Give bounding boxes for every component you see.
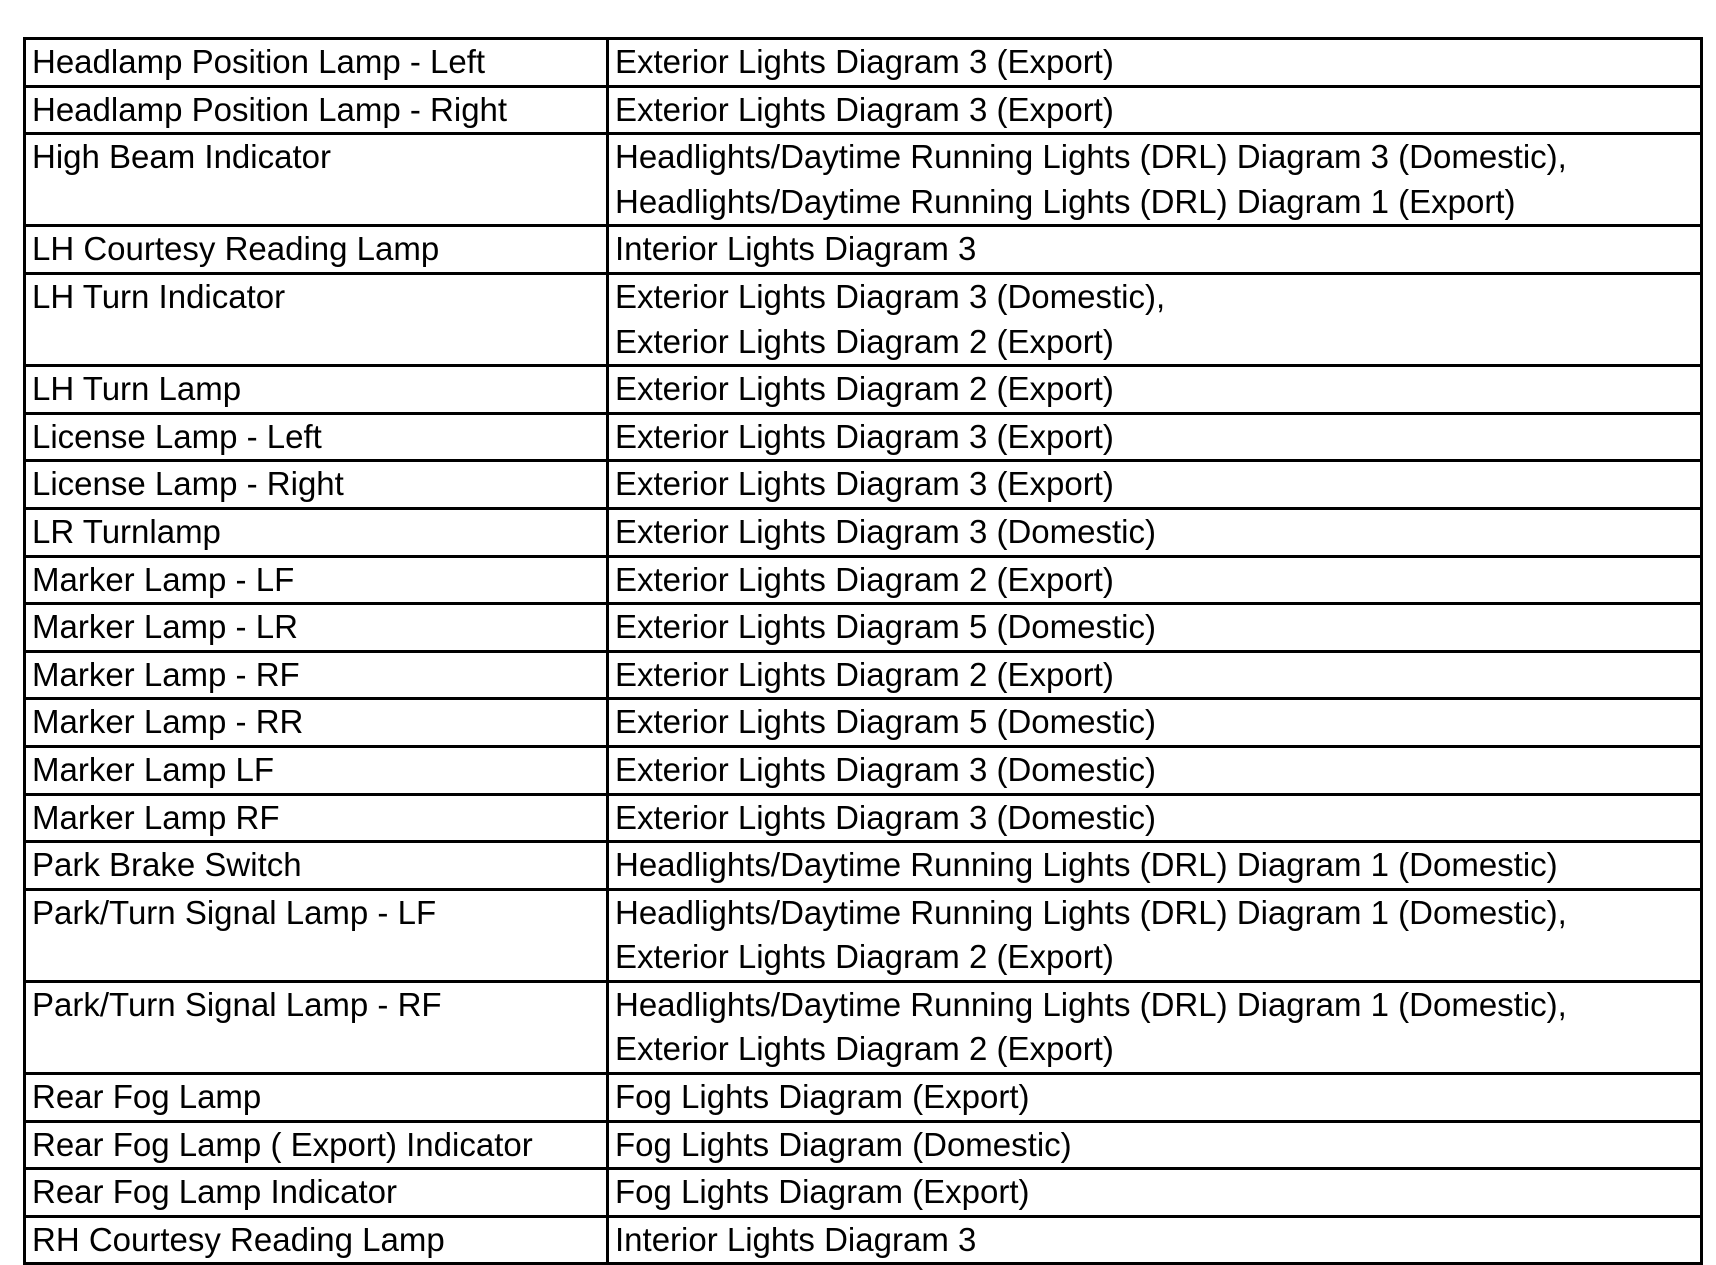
component-cell — [25, 134, 608, 226]
diagram-cell — [608, 366, 1702, 414]
component-cell — [25, 86, 608, 134]
table-row — [25, 651, 1702, 699]
diagram-reference: Interior Lights Diagram 3 — [615, 1220, 977, 1258]
component-name: RH Courtesy Reading Lamp — [32, 1220, 445, 1258]
diagram-cell — [608, 39, 1702, 87]
component-cell — [25, 508, 608, 556]
diagram-cell — [608, 604, 1702, 652]
diagram-reference: Exterior Lights Diagram 2 (Export) — [615, 655, 1114, 693]
table-row — [25, 556, 1702, 604]
diagram-cell — [608, 1121, 1702, 1169]
component-name: Headlamp Position Lamp - Left — [32, 43, 486, 80]
diagram-reference: Fog Lights Diagram (Domestic) — [615, 1125, 1072, 1163]
table-row — [25, 39, 1702, 87]
component-cell — [25, 413, 608, 461]
diagram-cell — [608, 86, 1702, 134]
component-cell — [25, 366, 608, 414]
diagram-reference: Headlights/Daytime Running Lights (DRL) Diagram 3 (Domestic), — [615, 138, 1567, 176]
component-name: Marker Lamp - LF — [32, 560, 295, 598]
component-diagram-table — [23, 37, 1703, 1265]
diagram-reference: Interior Lights Diagram 3 — [615, 230, 977, 268]
diagram-reference: Exterior Lights Diagram 2 (Export) — [615, 938, 1114, 976]
component-name: Headlamp Position Lamp - Right — [32, 90, 508, 128]
diagram-cell — [608, 556, 1702, 604]
diagram-cell — [608, 226, 1702, 274]
table-body — [25, 39, 1702, 1264]
component-cell — [25, 842, 608, 890]
diagram-cell — [608, 1074, 1702, 1122]
component-name: High Beam Indicator — [32, 138, 331, 176]
diagram-cell — [608, 1169, 1702, 1217]
diagram-cell — [608, 889, 1702, 981]
diagram-reference: Headlights/Daytime Running Lights (DRL) Diagram 1 (Domestic) — [615, 846, 1558, 884]
table-row — [25, 508, 1702, 556]
table-row — [25, 746, 1702, 794]
component-name: Marker Lamp - LR — [32, 608, 298, 646]
diagram-reference: Exterior Lights Diagram 3 (Export) — [615, 465, 1114, 503]
diagram-reference: Exterior Lights Diagram 3 (Domestic) — [615, 798, 1156, 836]
diagram-cell — [608, 273, 1702, 365]
diagram-cell — [608, 746, 1702, 794]
diagram-cell — [608, 461, 1702, 509]
diagram-cell — [608, 699, 1702, 747]
diagram-reference: Exterior Lights Diagram 5 (Domestic) — [615, 703, 1156, 741]
component-name: Marker Lamp LF — [32, 750, 275, 788]
diagram-reference: Headlights/Daytime Running Lights (DRL) Diagram 1 (Domestic), — [615, 985, 1567, 1023]
table-row — [25, 226, 1702, 274]
table-row — [25, 366, 1702, 414]
diagram-reference: Exterior Lights Diagram 3 (Domestic) — [615, 512, 1156, 550]
diagram-reference: Exterior Lights Diagram 2 (Export) — [615, 322, 1114, 360]
diagram-cell — [608, 413, 1702, 461]
diagram-cell — [608, 981, 1702, 1073]
diagram-cell — [608, 842, 1702, 890]
component-cell — [25, 1216, 608, 1264]
table-row — [25, 1216, 1702, 1264]
component-name: Rear Fog Lamp — [32, 1078, 262, 1116]
component-name: LH Turn Indicator — [32, 277, 286, 315]
component-cell — [25, 461, 608, 509]
table-row — [25, 842, 1702, 890]
diagram-reference: Exterior Lights Diagram 2 (Export) — [615, 370, 1114, 408]
diagram-reference: Headlights/Daytime Running Lights (DRL) Diagram 1 (Export) — [615, 182, 1516, 220]
component-cell — [25, 746, 608, 794]
diagram-cell — [608, 134, 1702, 226]
component-name: LH Courtesy Reading Lamp — [32, 230, 440, 268]
table-row — [25, 604, 1702, 652]
diagram-cell — [608, 651, 1702, 699]
component-cell — [25, 273, 608, 365]
diagram-reference: Fog Lights Diagram (Export) — [615, 1173, 1030, 1211]
component-name: Park/Turn Signal Lamp - RF — [32, 985, 442, 1023]
component-cell — [25, 1074, 608, 1122]
diagram-reference: Exterior Lights Diagram 3 (Export) — [615, 417, 1114, 455]
component-name: Park Brake Switch — [32, 846, 302, 884]
component-name: License Lamp - Left — [32, 417, 322, 455]
diagram-reference: Exterior Lights Diagram 3 (Export) — [615, 43, 1114, 80]
diagram-reference: Exterior Lights Diagram 2 (Export) — [615, 560, 1114, 598]
diagram-reference: Exterior Lights Diagram 3 (Domestic) — [615, 750, 1156, 788]
diagram-reference: Exterior Lights Diagram 3 (Export) — [615, 90, 1114, 128]
component-name: Marker Lamp - RF — [32, 655, 300, 693]
component-name: Rear Fog Lamp Indicator — [32, 1173, 398, 1211]
table-row — [25, 1121, 1702, 1169]
table-row — [25, 1074, 1702, 1122]
component-name: Rear Fog Lamp ( Export) Indicator — [32, 1125, 533, 1163]
component-cell — [25, 1121, 608, 1169]
table-row — [25, 794, 1702, 842]
component-name: Marker Lamp RF — [32, 798, 280, 836]
component-cell — [25, 699, 608, 747]
diagram-cell — [608, 508, 1702, 556]
table-row — [25, 889, 1702, 981]
diagram-cell — [608, 1216, 1702, 1264]
component-name: License Lamp - Right — [32, 465, 344, 503]
table-row — [25, 981, 1702, 1073]
diagram-reference: Exterior Lights Diagram 3 (Domestic), — [615, 277, 1166, 315]
diagram-reference: Exterior Lights Diagram 5 (Domestic) — [615, 608, 1156, 646]
component-cell — [25, 794, 608, 842]
component-cell — [25, 651, 608, 699]
component-name: LH Turn Lamp — [32, 370, 242, 408]
component-cell — [25, 226, 608, 274]
table-row — [25, 413, 1702, 461]
table-row — [25, 273, 1702, 365]
table-row — [25, 134, 1702, 226]
table-row — [25, 86, 1702, 134]
component-cell — [25, 604, 608, 652]
component-name: LR Turnlamp — [32, 512, 221, 550]
table-row — [25, 699, 1702, 747]
diagram-cell — [608, 794, 1702, 842]
component-cell — [25, 981, 608, 1073]
diagram-reference: Headlights/Daytime Running Lights (DRL) Diagram 1 (Domestic), — [615, 893, 1567, 931]
component-cell — [25, 1169, 608, 1217]
component-cell — [25, 889, 608, 981]
table-row — [25, 461, 1702, 509]
component-cell — [25, 556, 608, 604]
component-cell — [25, 39, 608, 87]
component-name: Park/Turn Signal Lamp - LF — [32, 893, 437, 931]
table-row — [25, 1169, 1702, 1217]
diagram-reference: Fog Lights Diagram (Export) — [615, 1078, 1030, 1116]
diagram-reference: Exterior Lights Diagram 2 (Export) — [615, 1030, 1114, 1068]
component-name: Marker Lamp - RR — [32, 703, 304, 741]
